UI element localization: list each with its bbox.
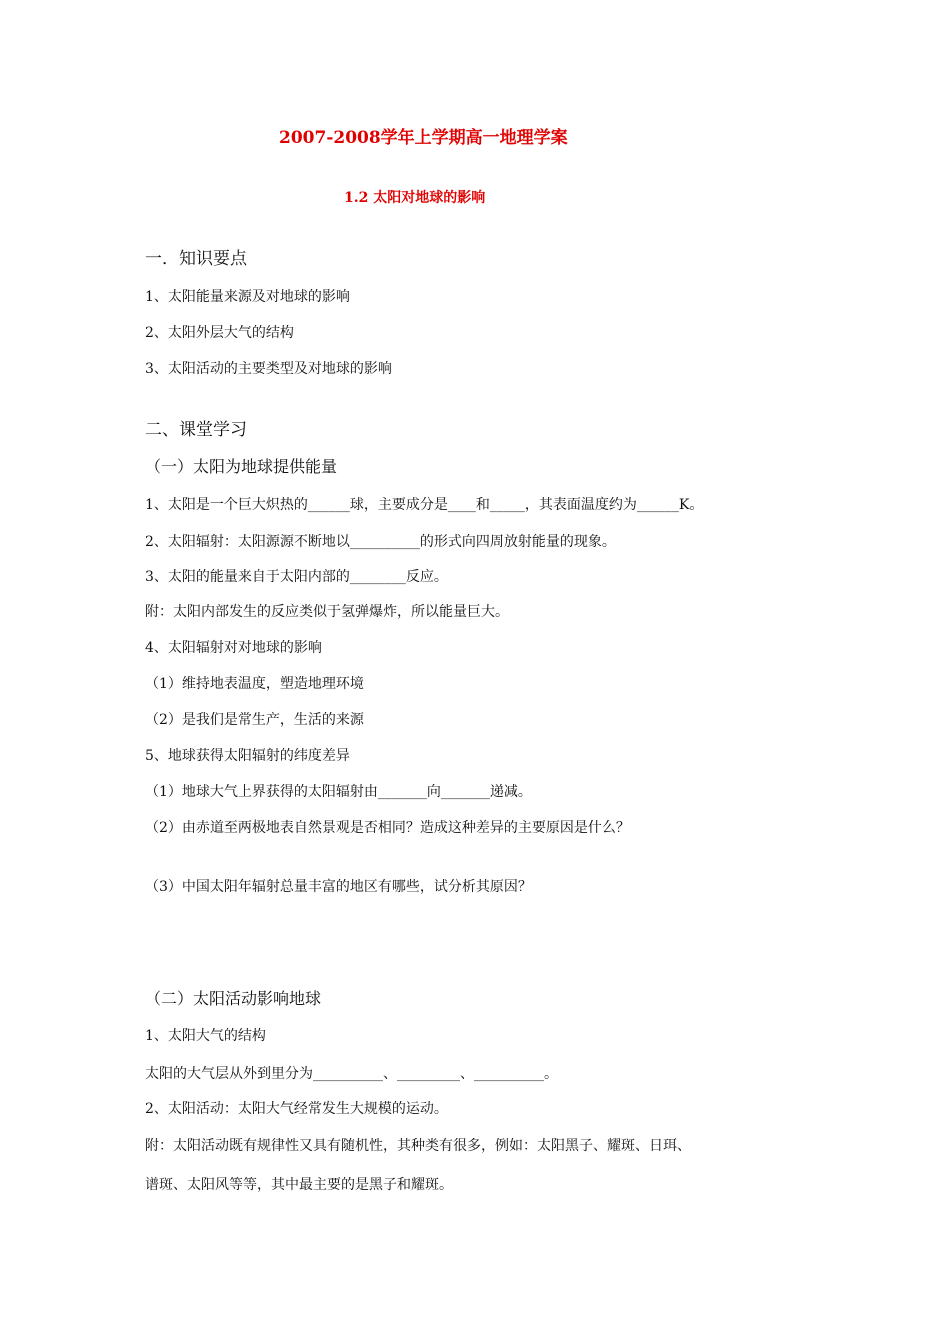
- question-line: 1、太阳大气的结构: [145, 1028, 266, 1044]
- question-line: 1、太阳是一个巨大炽热的______球，主要成分是____和_____，其表面温度约为______K。: [145, 497, 704, 513]
- sub-question-line: （2）由赤道至两极地表自然景观是否相同？造成这种差异的主要原因是什么？: [145, 820, 630, 836]
- question-line: 3、太阳的能量来自于太阳内部的________反应。: [145, 569, 448, 585]
- sub-question-line: （3）中国太阳年辐射总量丰富的地区有哪些，试分析其原因？: [145, 879, 532, 895]
- note-line: 附：太阳活动既有规律性又具有随机性，其种类有很多，例如：太阳黑子、耀斑、日珥、: [145, 1138, 691, 1154]
- lesson-subtitle: 1.2 太阳对地球的影响: [344, 190, 486, 206]
- section-heading-classroom-learning: 二、课堂学习: [145, 420, 247, 440]
- question-line: 4、太阳辐射对对地球的影响: [145, 640, 322, 656]
- question-line: 2、太阳辐射：太阳源源不断地以__________的形式向四周放射能量的现象。: [145, 534, 616, 550]
- part-heading-solar-activity: （二）太阳活动影响地球: [145, 989, 322, 1008]
- sub-point-line: （2）是我们是常生产，生活的来源: [145, 712, 364, 728]
- knowledge-point-3: 3、太阳活动的主要类型及对地球的影响: [145, 361, 392, 377]
- question-line: 太阳的大气层从外到里分为__________、_________、__________。: [145, 1066, 558, 1082]
- section-heading-knowledge-points: 一．知识要点: [145, 249, 247, 269]
- part-heading-solar-energy: （一）太阳为地球提供能量: [145, 457, 338, 476]
- knowledge-point-2: 2、太阳外层大气的结构: [145, 325, 294, 341]
- sub-question-line: （1）地球大气上界获得的太阳辐射由_______向_______递减。: [145, 784, 532, 800]
- note-line: 谱斑、太阳风等等，其中最主要的是黑子和耀斑。: [145, 1177, 453, 1193]
- question-line: 2、太阳活动：太阳大气经常发生大规模的运动。: [145, 1101, 448, 1117]
- sub-point-line: （1）维持地表温度，塑造地理环境: [145, 676, 364, 692]
- question-line: 5、地球获得太阳辐射的纬度差异: [145, 748, 350, 764]
- document-title: 2007-2008学年上学期高一地理学案: [279, 128, 568, 148]
- note-line: 附：太阳内部发生的反应类似于氢弹爆炸，所以能量巨大。: [145, 604, 509, 620]
- knowledge-point-1: 1、太阳能量来源及对地球的影响: [145, 289, 350, 305]
